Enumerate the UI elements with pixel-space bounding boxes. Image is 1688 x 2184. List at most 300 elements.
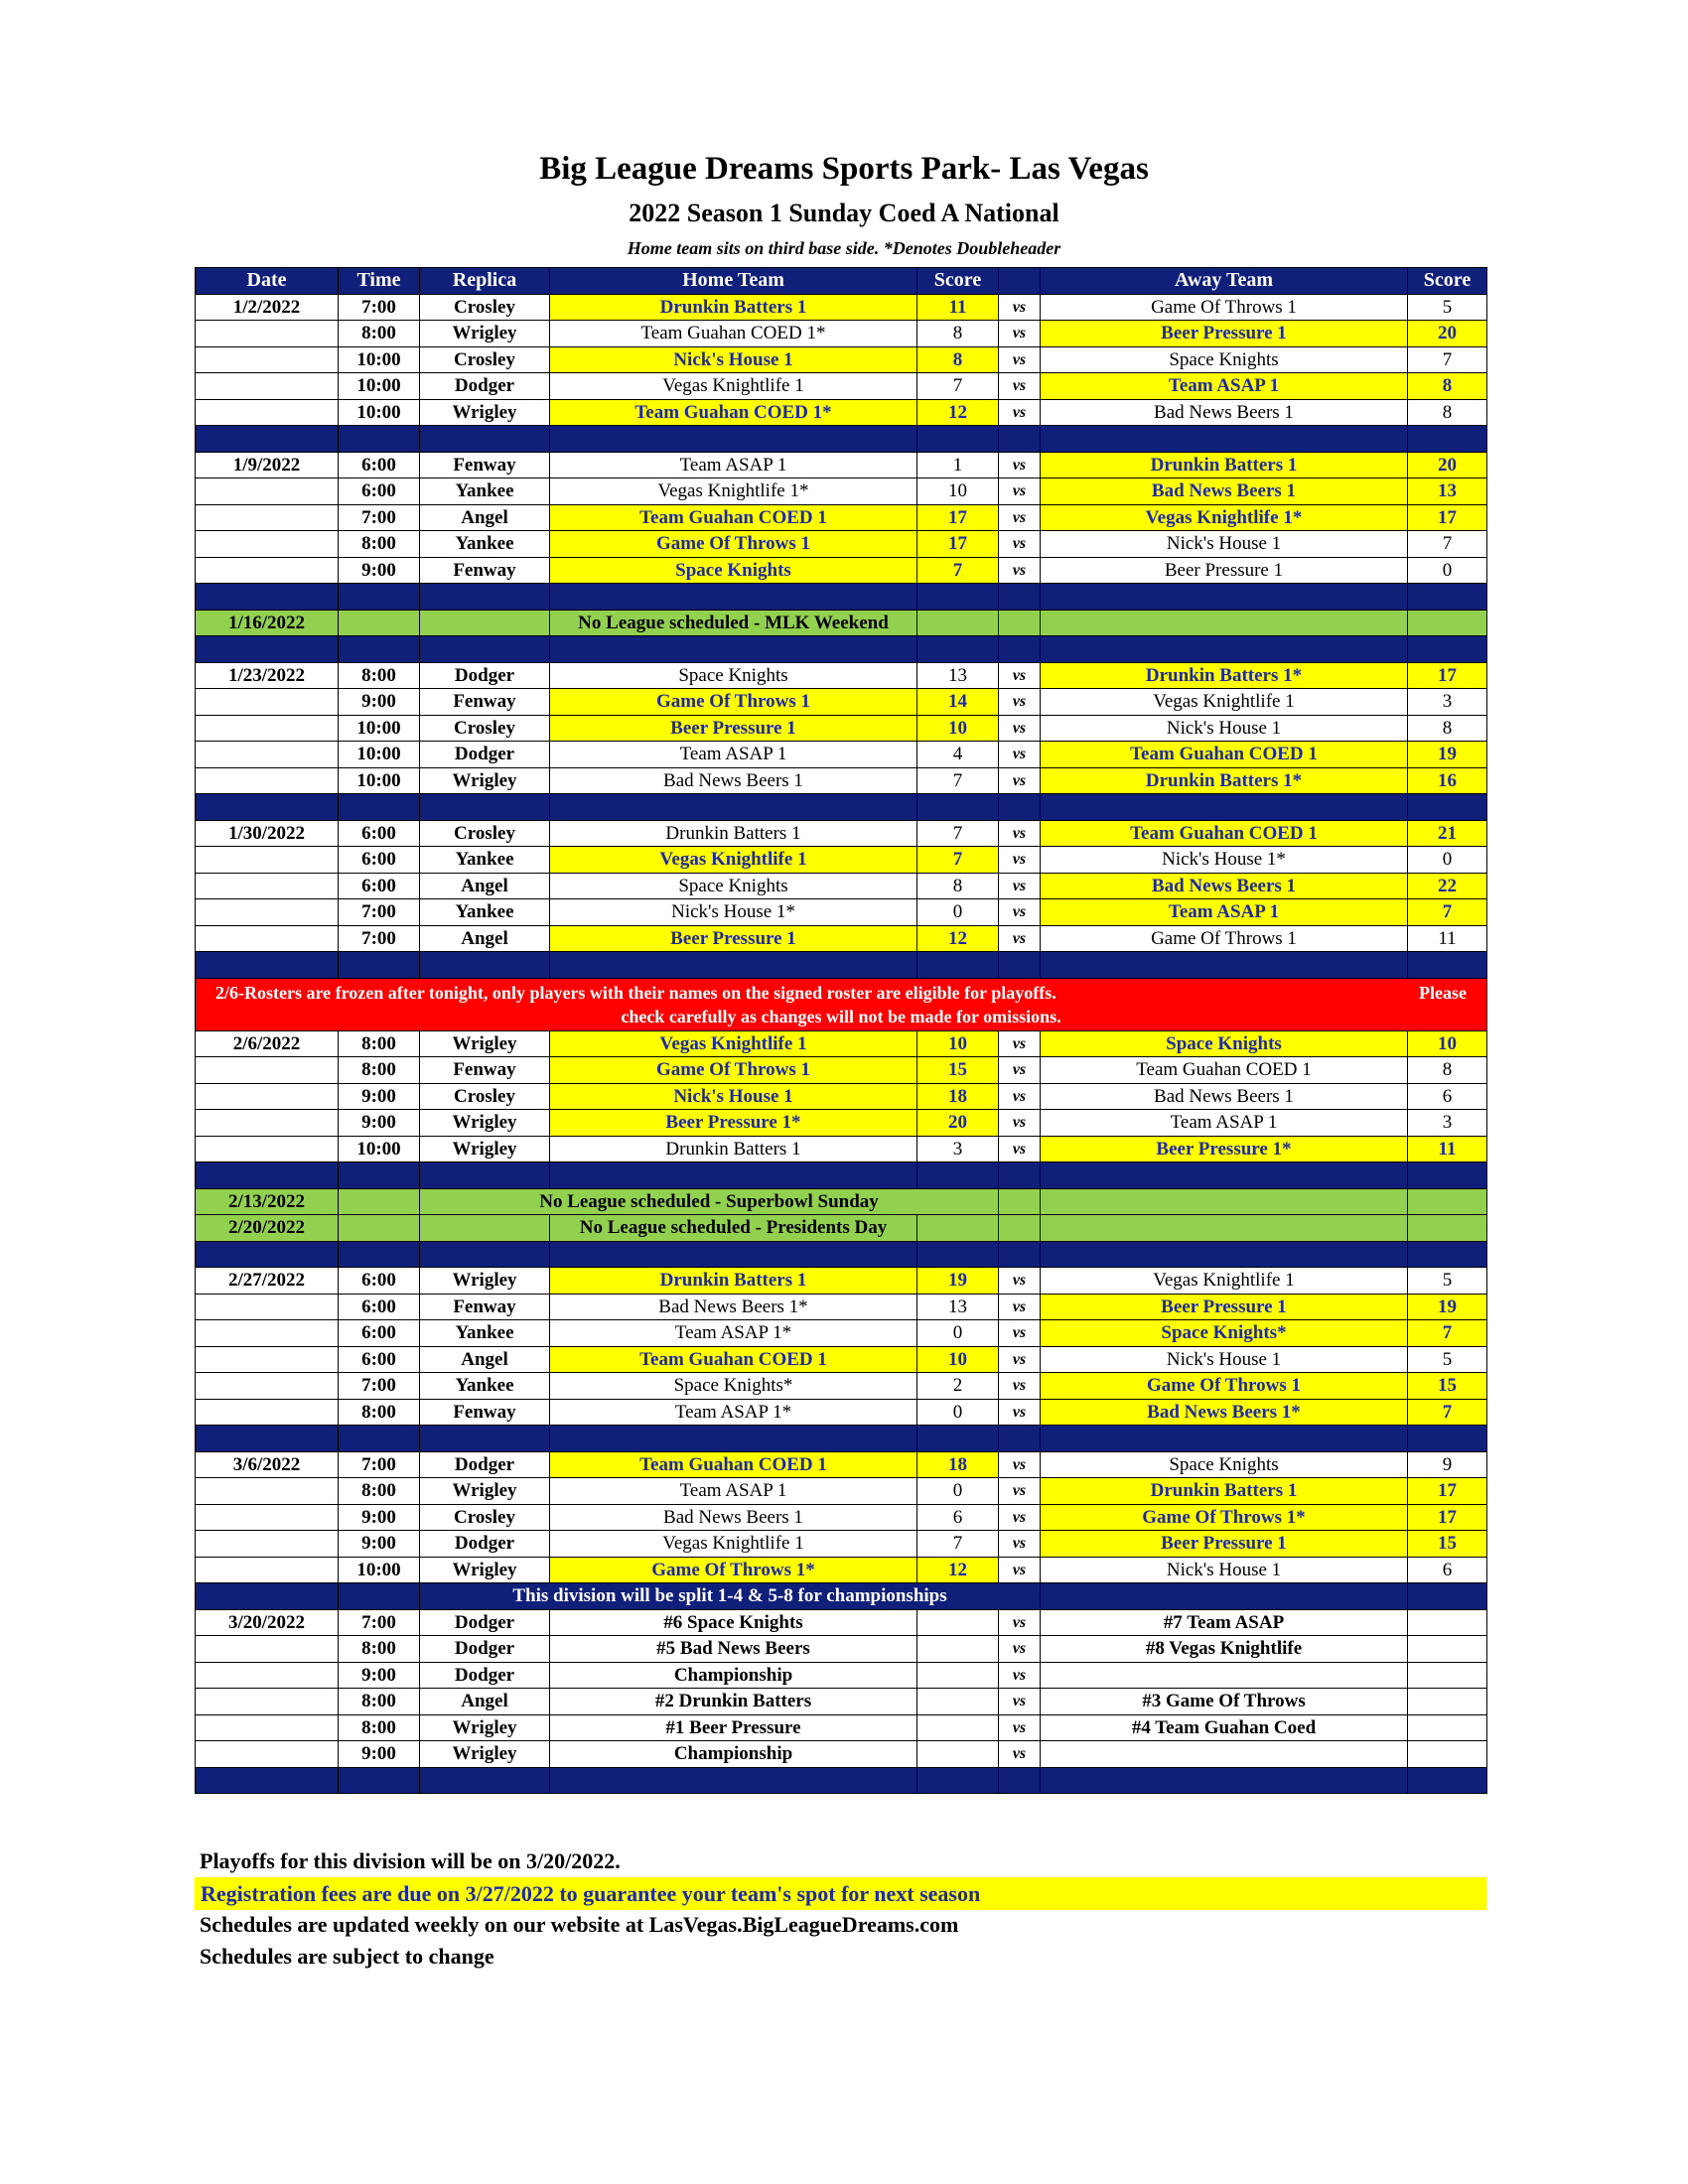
separator-cell (550, 1241, 917, 1268)
vs-label: vs (999, 1030, 1041, 1057)
separator-row (196, 426, 1487, 453)
home-score: 7 (917, 373, 999, 400)
separator-row (196, 794, 1487, 821)
game-field: Dodger (420, 1609, 550, 1636)
game-row (196, 452, 1487, 478)
home-team: Beer Pressure 1* (550, 1110, 917, 1137)
away-team: Game Of Throws 1 (1041, 925, 1408, 952)
game-date (196, 399, 339, 426)
game-row (196, 820, 1487, 847)
separator-cell (1041, 584, 1408, 611)
game-time: 9:00 (339, 689, 420, 716)
away-team: Beer Pressure 1* (1041, 1136, 1408, 1162)
home-team: Vegas Knightlife 1* (550, 478, 917, 505)
game-row (196, 346, 1487, 373)
vs-label: vs (999, 847, 1041, 874)
game-time: 10:00 (339, 1557, 420, 1583)
home-score: 8 (917, 346, 999, 373)
game-row (196, 557, 1487, 584)
vs-label: vs (999, 715, 1041, 742)
away-score: 15 (1408, 1531, 1487, 1558)
home-team: Team ASAP 1 (550, 452, 917, 478)
home-score (917, 1689, 999, 1715)
home-score: 18 (917, 1083, 999, 1110)
game-row (196, 1136, 1487, 1162)
home-team: Team ASAP 1 (550, 742, 917, 768)
home-score: 10 (917, 478, 999, 505)
away-team: Nick's House 1 (1041, 1346, 1408, 1373)
schedule-table (195, 267, 1487, 1794)
separator-cell (917, 636, 999, 663)
separator-cell (1408, 1767, 1487, 1794)
game-field: Wrigley (420, 1741, 550, 1768)
home-score: 12 (917, 399, 999, 426)
vs-label: vs (999, 742, 1041, 768)
away-team: Drunkin Batters 1 (1041, 1478, 1408, 1505)
game-row (196, 767, 1487, 794)
empty-cell (1041, 610, 1408, 636)
away-score: 20 (1408, 452, 1487, 478)
away-score: 17 (1408, 1478, 1487, 1505)
game-field: Wrigley (420, 1136, 550, 1162)
home-team: Championship (550, 1662, 917, 1689)
home-team: Team ASAP 1 (550, 1478, 917, 1505)
game-field: Fenway (420, 557, 550, 584)
home-team: Game Of Throws 1 (550, 1057, 917, 1084)
separator-cell (917, 1767, 999, 1794)
separator-cell (1041, 426, 1408, 453)
home-score: 2 (917, 1373, 999, 1400)
away-score: 3 (1408, 1110, 1487, 1137)
game-date: 2/27/2022 (196, 1268, 339, 1295)
separator-cell (196, 794, 339, 821)
game-field: Crosley (420, 820, 550, 847)
game-field: Wrigley (420, 1557, 550, 1583)
separator-cell (339, 1767, 420, 1794)
game-field: Wrigley (420, 1714, 550, 1741)
vs-label: vs (999, 1136, 1041, 1162)
away-team: Game Of Throws 1 (1041, 294, 1408, 321)
game-row (196, 1030, 1487, 1057)
game-date (196, 767, 339, 794)
away-score: 0 (1408, 847, 1487, 874)
home-team: Space Knights (550, 873, 917, 899)
away-team: Bad News Beers 1 (1041, 478, 1408, 505)
no-league-row (196, 1188, 1487, 1215)
empty-cell (917, 610, 999, 636)
separator-cell (999, 1241, 1041, 1268)
empty-cell (420, 1215, 550, 1242)
empty-cell (1408, 610, 1487, 636)
game-row (196, 1373, 1487, 1400)
separator-cell (1408, 794, 1487, 821)
away-score: 20 (1408, 321, 1487, 347)
game-date: 3/20/2022 (196, 1609, 339, 1636)
home-team: Team ASAP 1* (550, 1320, 917, 1347)
vs-label: vs (999, 1083, 1041, 1110)
footer-website-note: Schedules are updated weekly on our website at LasVegas.BigLeagueDreams.com (200, 1912, 959, 1937)
home-team: Team Guahan COED 1 (550, 1451, 917, 1478)
home-score: 11 (917, 294, 999, 321)
away-team: Beer Pressure 1 (1041, 1531, 1408, 1558)
game-row (196, 373, 1487, 400)
vs-label: vs (999, 1399, 1041, 1426)
vs-label: vs (999, 1110, 1041, 1137)
home-team: #5 Bad News Beers (550, 1636, 917, 1663)
home-score: 0 (917, 1478, 999, 1505)
game-row (196, 742, 1487, 768)
no-league-date: 2/13/2022 (196, 1188, 339, 1215)
empty-cell (339, 1188, 420, 1215)
home-team: Bad News Beers 1 (550, 1504, 917, 1531)
separator-cell (196, 584, 339, 611)
vs-label: vs (999, 1057, 1041, 1084)
vs-label: vs (999, 557, 1041, 584)
game-time: 8:00 (339, 1057, 420, 1084)
game-date (196, 1689, 339, 1715)
away-team: Game Of Throws 1 (1041, 1373, 1408, 1400)
away-score: 7 (1408, 346, 1487, 373)
away-score: 19 (1408, 742, 1487, 768)
home-score: 7 (917, 767, 999, 794)
home-team: Drunkin Batters 1 (550, 1136, 917, 1162)
home-score: 15 (917, 1057, 999, 1084)
home-score: 0 (917, 1399, 999, 1426)
home-team: Nick's House 1* (550, 899, 917, 926)
game-date: 1/23/2022 (196, 662, 339, 689)
game-date (196, 1714, 339, 1741)
separator-cell (550, 426, 917, 453)
away-team: #4 Team Guahan Coed (1041, 1714, 1408, 1741)
playoff-row (196, 1662, 1487, 1689)
separator-cell (917, 584, 999, 611)
col-header-away-score: Score (1408, 268, 1487, 295)
away-score: 17 (1408, 504, 1487, 531)
game-field: Angel (420, 873, 550, 899)
vs-label: vs (999, 689, 1041, 716)
game-date (196, 1110, 339, 1137)
game-date: 1/30/2022 (196, 820, 339, 847)
vs-label: vs (999, 1531, 1041, 1558)
game-date (196, 1662, 339, 1689)
separator-cell (550, 584, 917, 611)
game-date (196, 1399, 339, 1426)
home-team: Beer Pressure 1 (550, 715, 917, 742)
empty-cell (339, 1215, 420, 1242)
separator-cell (917, 1162, 999, 1189)
away-score: 8 (1408, 373, 1487, 400)
game-row (196, 689, 1487, 716)
separator-row (196, 1426, 1487, 1452)
home-score: 12 (917, 1557, 999, 1583)
game-row (196, 478, 1487, 505)
no-league-row (196, 1215, 1487, 1242)
col-header-date: Date (196, 268, 339, 295)
away-score: 17 (1408, 662, 1487, 689)
game-date (196, 1083, 339, 1110)
vs-label: vs (999, 294, 1041, 321)
separator-cell (420, 794, 550, 821)
away-score: 8 (1408, 1057, 1487, 1084)
separator-cell (420, 584, 550, 611)
vs-label: vs (999, 452, 1041, 478)
game-date (196, 1557, 339, 1583)
notice-line-2: check carefully as changes will not be made for omissions. (621, 1006, 1061, 1026)
empty-cell (999, 1215, 1041, 1242)
vs-label: vs (999, 767, 1041, 794)
away-score: 7 (1408, 1399, 1487, 1426)
away-team: Team Guahan COED 1 (1041, 820, 1408, 847)
game-time: 8:00 (339, 662, 420, 689)
game-field: Fenway (420, 452, 550, 478)
col-header-vs (999, 268, 1041, 295)
separator-cell (196, 636, 339, 663)
vs-label: vs (999, 1373, 1041, 1400)
col-header-home-score: Score (917, 268, 999, 295)
game-time: 6:00 (339, 1294, 420, 1320)
playoff-row (196, 1689, 1487, 1715)
vs-label: vs (999, 504, 1041, 531)
game-field: Angel (420, 1689, 550, 1715)
empty-cell (917, 1215, 999, 1242)
home-score: 17 (917, 531, 999, 558)
separator-cell (999, 584, 1041, 611)
home-team: Game Of Throws 1 (550, 531, 917, 558)
home-team: Space Knights* (550, 1373, 917, 1400)
home-team: Game Of Throws 1* (550, 1557, 917, 1583)
vs-label: vs (999, 1294, 1041, 1320)
game-row (196, 662, 1487, 689)
away-score: 11 (1408, 1136, 1487, 1162)
home-score: 20 (917, 1110, 999, 1137)
vs-label: vs (999, 662, 1041, 689)
game-time: 10:00 (339, 399, 420, 426)
away-score: 0 (1408, 557, 1487, 584)
game-field: Yankee (420, 847, 550, 874)
footer-registration-note: Registration fees are due on 3/27/2022 to guarantee your team's spot for next season (195, 1877, 1486, 1910)
away-team: Vegas Knightlife 1 (1041, 1268, 1408, 1295)
vs-label: vs (999, 346, 1041, 373)
home-score: 7 (917, 820, 999, 847)
championship-split-row (196, 1583, 1487, 1610)
vs-label: vs (999, 925, 1041, 952)
away-score: 5 (1408, 1268, 1487, 1295)
vs-label: vs (999, 1689, 1041, 1715)
away-score: 9 (1408, 1451, 1487, 1478)
empty-cell (999, 610, 1041, 636)
away-score (1408, 1714, 1487, 1741)
game-field: Wrigley (420, 399, 550, 426)
game-date (196, 478, 339, 505)
separator-cell (917, 952, 999, 979)
game-date: 3/6/2022 (196, 1451, 339, 1478)
vs-label: vs (999, 1478, 1041, 1505)
away-team: Beer Pressure 1 (1041, 321, 1408, 347)
separator-cell (917, 1426, 999, 1452)
away-score: 17 (1408, 1504, 1487, 1531)
game-time: 6:00 (339, 820, 420, 847)
home-team: Bad News Beers 1* (550, 1294, 917, 1320)
vs-label: vs (999, 1636, 1041, 1663)
vs-label: vs (999, 899, 1041, 926)
separator-cell (1408, 1426, 1487, 1452)
game-time: 9:00 (339, 1083, 420, 1110)
separator-cell (339, 952, 420, 979)
notice-line-1-end: Please (1419, 982, 1467, 1003)
away-team: Game Of Throws 1* (1041, 1504, 1408, 1531)
game-time: 6:00 (339, 452, 420, 478)
home-score: 8 (917, 321, 999, 347)
game-row (196, 321, 1487, 347)
game-field: Wrigley (420, 1478, 550, 1505)
home-score: 4 (917, 742, 999, 768)
separator-cell (339, 1162, 420, 1189)
no-league-message: No League scheduled - MLK Weekend (550, 610, 917, 636)
game-time: 10:00 (339, 346, 420, 373)
away-team: Team Guahan COED 1 (1041, 1057, 1408, 1084)
vs-label: vs (999, 531, 1041, 558)
vs-label: vs (999, 1557, 1041, 1583)
separator-cell (1041, 636, 1408, 663)
playoff-row (196, 1636, 1487, 1663)
game-time: 10:00 (339, 767, 420, 794)
game-time: 6:00 (339, 1268, 420, 1295)
game-field: Dodger (420, 373, 550, 400)
game-date (196, 557, 339, 584)
away-team: Drunkin Batters 1* (1041, 767, 1408, 794)
game-row (196, 531, 1487, 558)
separator-cell (420, 1767, 550, 1794)
separator-cell (196, 1767, 339, 1794)
away-score (1408, 1636, 1487, 1663)
game-time: 8:00 (339, 1030, 420, 1057)
game-row (196, 1083, 1487, 1110)
game-time: 6:00 (339, 1320, 420, 1347)
home-team: Game Of Throws 1 (550, 689, 917, 716)
away-team: Space Knights (1041, 1030, 1408, 1057)
separator-row (196, 1162, 1487, 1189)
separator-cell (1408, 584, 1487, 611)
game-time: 8:00 (339, 1399, 420, 1426)
separator-cell (420, 426, 550, 453)
away-score (1408, 1662, 1487, 1689)
separator-cell (999, 636, 1041, 663)
game-field: Dodger (420, 1662, 550, 1689)
empty-cell (1041, 1188, 1408, 1215)
game-field: Yankee (420, 1320, 550, 1347)
game-field: Dodger (420, 1451, 550, 1478)
home-score: 19 (917, 1268, 999, 1295)
home-score (917, 1714, 999, 1741)
game-date (196, 1373, 339, 1400)
separator-cell (196, 952, 339, 979)
home-score: 7 (917, 1531, 999, 1558)
game-row (196, 1346, 1487, 1373)
game-time: 7:00 (339, 1451, 420, 1478)
game-field: Crosley (420, 1083, 550, 1110)
no-league-message: No League scheduled - Superbowl Sunday (420, 1188, 999, 1215)
separator-cell (917, 794, 999, 821)
home-team: #6 Space Knights (550, 1609, 917, 1636)
game-field: Wrigley (420, 321, 550, 347)
game-time: 7:00 (339, 294, 420, 321)
game-field: Wrigley (420, 1110, 550, 1137)
separator-cell (1041, 1426, 1408, 1452)
game-time: 10:00 (339, 1136, 420, 1162)
away-score: 5 (1408, 294, 1487, 321)
separator-cell (1041, 794, 1408, 821)
game-row (196, 1451, 1487, 1478)
home-team: Nick's House 1 (550, 346, 917, 373)
away-score: 11 (1408, 925, 1487, 952)
game-row (196, 1110, 1487, 1137)
home-score (917, 1662, 999, 1689)
home-team: #2 Drunkin Batters (550, 1689, 917, 1715)
away-team: Vegas Knightlife 1* (1041, 504, 1408, 531)
home-score: 7 (917, 847, 999, 874)
game-field: Crosley (420, 1504, 550, 1531)
home-score: 13 (917, 662, 999, 689)
game-time: 9:00 (339, 1662, 420, 1689)
roster-notice-row (196, 978, 1487, 1030)
separator-row (196, 1767, 1487, 1794)
game-field: Crosley (420, 715, 550, 742)
empty-cell (1408, 1188, 1487, 1215)
vs-label: vs (999, 1741, 1041, 1768)
vs-label: vs (999, 1714, 1041, 1741)
home-team: Bad News Beers 1 (550, 767, 917, 794)
home-team: Space Knights (550, 557, 917, 584)
playoff-row (196, 1714, 1487, 1741)
away-team: Vegas Knightlife 1 (1041, 689, 1408, 716)
game-field: Yankee (420, 899, 550, 926)
game-date: 1/9/2022 (196, 452, 339, 478)
away-team: Nick's House 1 (1041, 715, 1408, 742)
away-team: #3 Game Of Throws (1041, 1689, 1408, 1715)
game-date (196, 1320, 339, 1347)
away-team: Bad News Beers 1 (1041, 873, 1408, 899)
separator-cell (196, 1426, 339, 1452)
away-team: Nick's House 1 (1041, 1557, 1408, 1583)
separator-cell (917, 1241, 999, 1268)
separator-cell (1408, 1241, 1487, 1268)
game-time: 6:00 (339, 847, 420, 874)
game-row (196, 899, 1487, 926)
home-team: Championship (550, 1741, 917, 1768)
game-time: 9:00 (339, 1110, 420, 1137)
game-field: Angel (420, 925, 550, 952)
footer-change-note: Schedules are subject to change (200, 1944, 494, 1969)
separator-cell (999, 1426, 1041, 1452)
game-date (196, 742, 339, 768)
away-team: Bad News Beers 1 (1041, 1083, 1408, 1110)
game-field: Dodger (420, 1636, 550, 1663)
game-time: 9:00 (339, 1531, 420, 1558)
game-row (196, 847, 1487, 874)
game-field: Wrigley (420, 1268, 550, 1295)
game-row (196, 1478, 1487, 1505)
vs-label: vs (999, 373, 1041, 400)
home-score: 10 (917, 1346, 999, 1373)
game-row (196, 925, 1487, 952)
vs-label: vs (999, 1609, 1041, 1636)
separator-cell (1041, 1162, 1408, 1189)
game-time: 6:00 (339, 873, 420, 899)
home-team: Vegas Knightlife 1 (550, 1531, 917, 1558)
home-team: Team Guahan COED 1 (550, 1346, 917, 1373)
game-date (196, 715, 339, 742)
empty-cell (339, 1583, 420, 1610)
